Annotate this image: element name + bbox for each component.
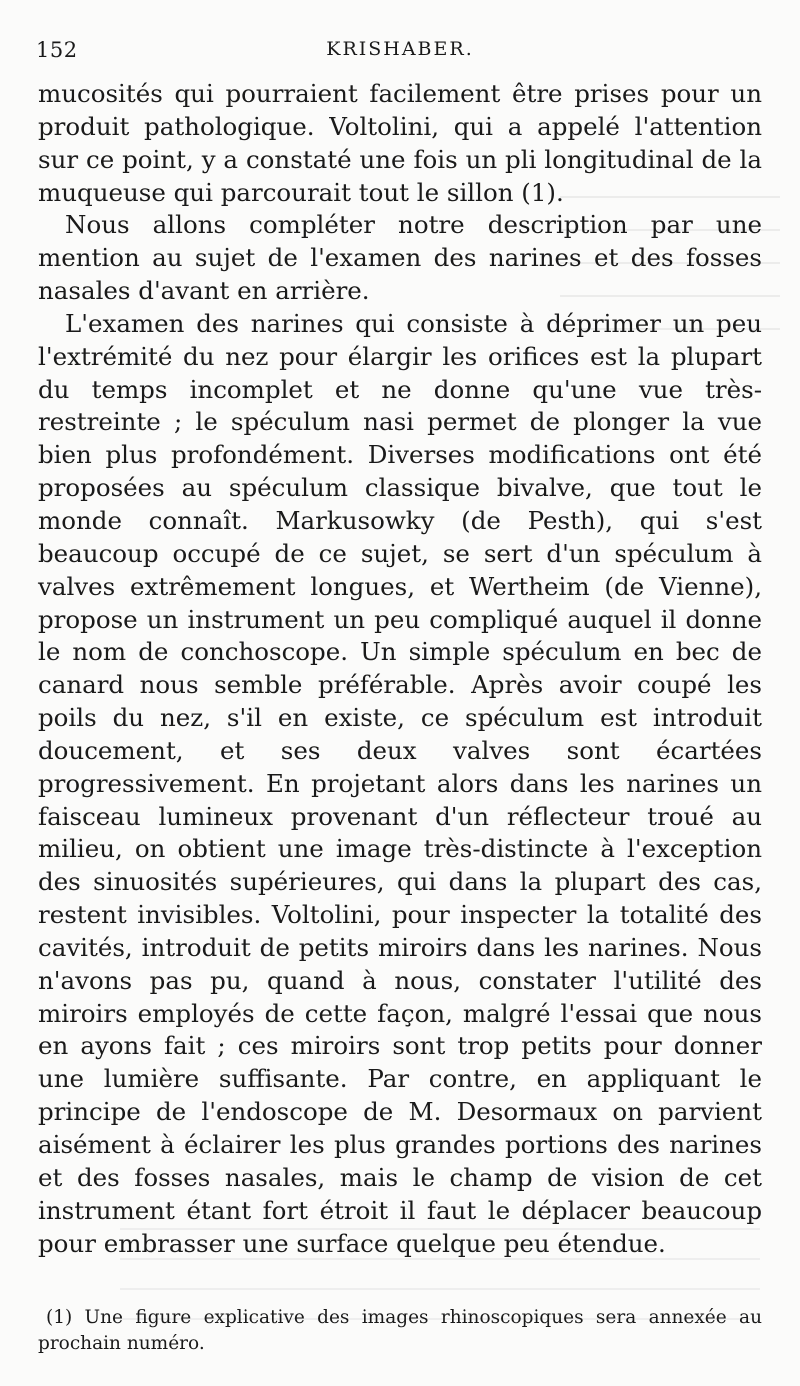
paragraph: Nous allons compléter notre description par une mention au sujet de l'examen des narines et des fosses nasales d'avant en arrière. bbox=[38, 210, 762, 306]
footnote bbox=[38, 1305, 762, 1357]
page-number: 152 bbox=[36, 38, 78, 62]
paragraph-continuation: mucosités qui pourraient facilement être prises pour un produit pathologique. Voltolini, qui a appelé l'attention sur ce point, y a constaté une fois un pli longitudinal de la muqueuse qui parcourait tout le sillon (1). bbox=[38, 79, 762, 207]
page-header bbox=[36, 38, 764, 68]
running-head: KRISHABER. bbox=[326, 38, 474, 60]
footnote-text: (1) Une figure explicative des images rhinoscopiques sera annexée au prochain numéro. bbox=[38, 1307, 762, 1354]
paragraph: L'examen des narines qui consiste à déprimer un peu l'extrémité du nez pour élargir les orifices est la plupart du temps incomplet et ne donne qu'une vue très-restreinte ; le spéculum nasi permet de plonger la vue bien plus profondément. Diverses modifications ont été proposées au spéculum classique bivalve, que tout le monde connaît. Markusowky (de Pesth), qui s'est beaucoup occupé de ce sujet, se sert d'un spéculum à valves extrêmement longues, et Wertheim (de Vienne), propose un instrument un peu compliqué auquel il donne le nom de conchoscope. Un simple spéculum en bec de canard nous semble préférable. Après avoir coupé les poils du nez, s'il en existe, ce spéculum est introduit doucement, et ses deux valves sont écartées progressivement. En projetant alors dans les narines un faisceau lumineux provenant d'un réflecteur troué au milieu, on obtient une image très-distincte à l'exception des sinuosités supérieures, qui dans la plupart des cas, restent invisibles. Voltolini, pour inspecter la totalité des cavités, introduit de petits miroirs dans les narines. Nous n'avons pas pu, quand à nous, constater l'utilité des miroirs employés de cette façon, malgré l'essai que nous en ayons fait ; ces miroirs sont trop petits pour donner une lumière suffisante. Par contre, en appliquant le principe de l'endoscope de M. Desormaux on parvient aisément à éclairer les plus grandes portions des narines et des fosses nasales, mais le champ de vision de cet instrument étant fort étroit il faut le déplacer beaucoup pour embrasser une surface quelque peu étendue. bbox=[38, 308, 762, 1258]
body-text bbox=[38, 78, 762, 1260]
